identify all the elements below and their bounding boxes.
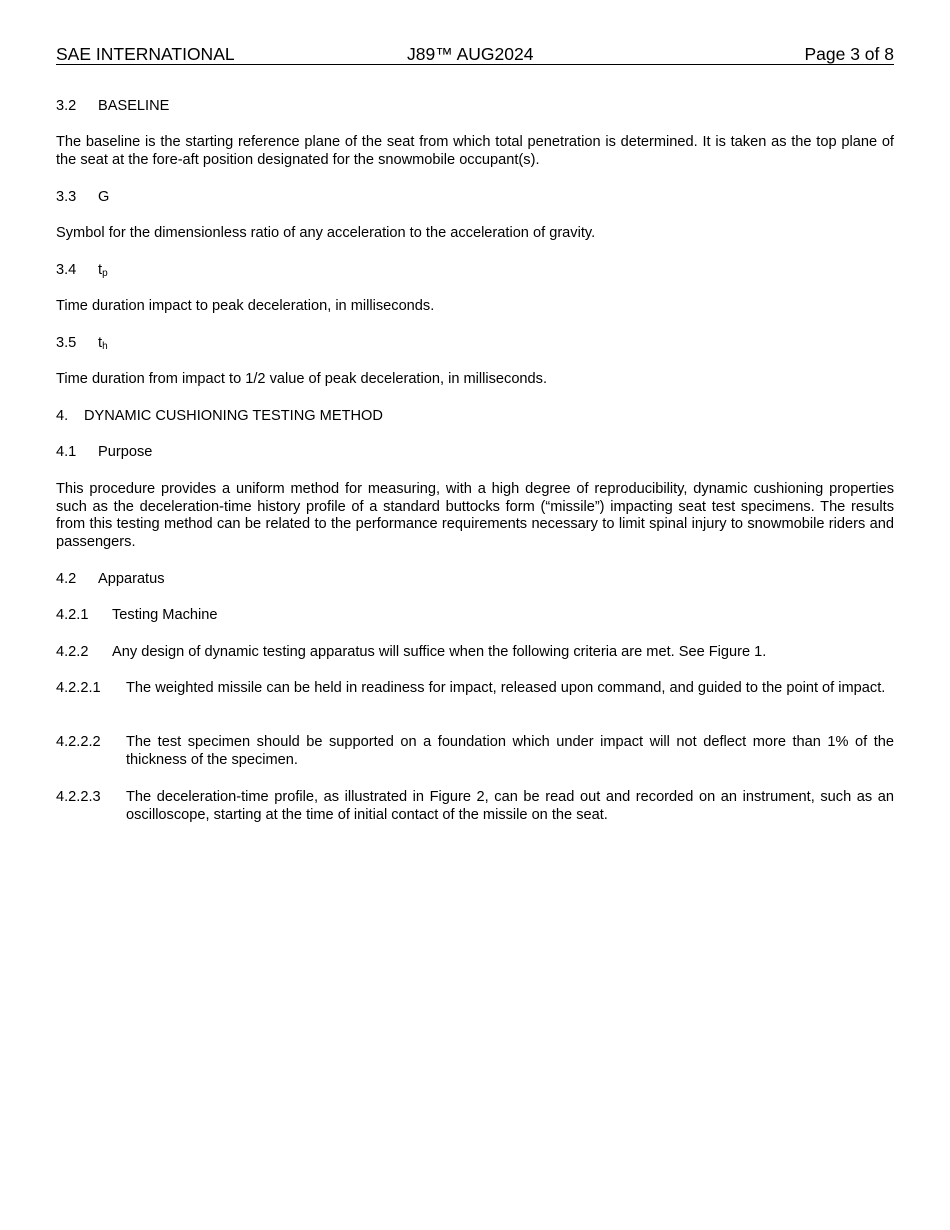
section-number: 3.4 [56, 262, 77, 278]
section-title: t [98, 262, 103, 278]
section-3-4-body: Time duration impact to peak deceleration, in milliseconds. [56, 298, 435, 314]
section-body: The deceleration-time profile, as illustrated in Figure 2, can be read out and recorded on an instrument, such as an oscilloscope, starting at the time of initial contact of the missile on the seat. [126, 789, 894, 823]
section-title: Any design of dynamic testing apparatus will suffice when the following criteria are met. See Figure 1. [112, 644, 767, 660]
section-title: t [98, 335, 103, 351]
section-number: 4.2.2 [56, 644, 89, 660]
section-4-2-2-heading [56, 644, 766, 661]
section-3-3-heading [56, 189, 109, 206]
header-document-id: J89™ AUG2024 [407, 44, 534, 64]
section-3-2-body: The baseline is the starting reference plane of the seat from which total penetration is determined. It is taken as the top plane of the seat at the fore-aft position designated for the snowmobile occupant(s). [56, 134, 894, 168]
section-3-2-heading [56, 98, 169, 115]
section-4-1-body: This procedure provides a uniform method for measuring, with a high degree of reproducibility, dynamic cushioning properties such as the deceleration-time history profile of a standard buttocks form (“missile”) impacting seat test specimens. The results from this testing method can be related to the performance requirements necessary to limit spinal injury to snowmobile riders and passengers. [56, 481, 894, 550]
header-organization: SAE INTERNATIONAL [56, 44, 235, 64]
section-title-subscript: h [102, 341, 108, 352]
section-4-2-1-heading [56, 607, 217, 624]
section-title-subscript: p [102, 268, 108, 279]
section-3-3-body: Symbol for the dimensionless ratio of any acceleration to the acceleration of gravity. [56, 225, 596, 241]
section-title: BASELINE [98, 98, 170, 114]
section-title: DYNAMIC CUSHIONING TESTING METHOD [84, 408, 383, 424]
section-number: 3.5 [56, 335, 77, 351]
section-4-heading [56, 408, 383, 425]
section-title: G [98, 189, 110, 205]
section-4-2-heading [56, 571, 165, 588]
section-number: 4.2.2.1 [56, 680, 101, 696]
section-number: 3.2 [56, 98, 77, 114]
section-3-5-heading [56, 335, 108, 355]
section-body: The test specimen should be supported on a foundation which under impact will not deflect more than 1% of the thickness of the specimen. [126, 734, 894, 768]
section-title: Purpose [98, 444, 153, 460]
section-number: 3.3 [56, 189, 77, 205]
section-number: 4.1 [56, 444, 77, 460]
section-3-4-heading [56, 262, 108, 282]
section-number: 4.2.1 [56, 607, 89, 623]
section-number: 4.2.2.3 [56, 789, 101, 805]
section-title: Testing Machine [112, 607, 218, 623]
header-page-number: Page 3 of 8 [804, 44, 894, 64]
section-number: 4. [56, 408, 69, 424]
page-header [56, 44, 894, 65]
section-3-5-body: Time duration from impact to 1/2 value of peak deceleration, in milliseconds. [56, 371, 548, 387]
section-4-1-heading [56, 444, 152, 461]
section-title: Apparatus [98, 571, 165, 587]
section-number: 4.2.2.2 [56, 734, 101, 750]
section-number: 4.2 [56, 571, 77, 587]
section-body: The weighted missile can be held in readiness for impact, released upon command, and guided to the point of impact. [126, 680, 886, 696]
